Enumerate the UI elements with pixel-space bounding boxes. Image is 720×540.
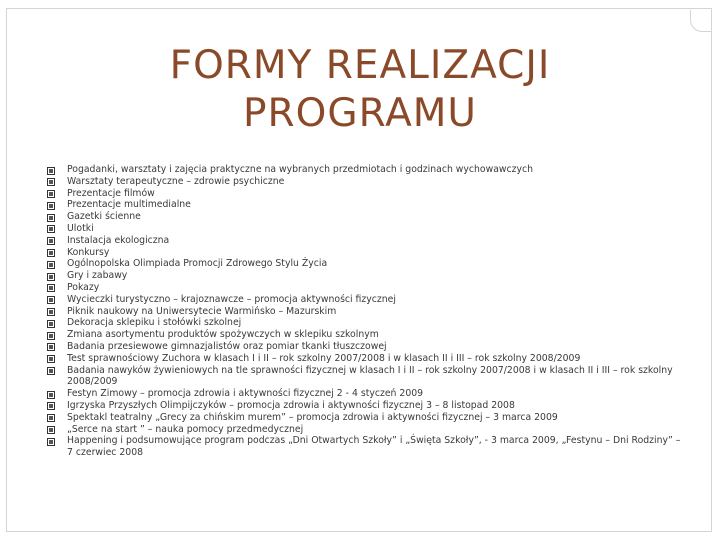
checkbox-bullet-icon [47,190,55,198]
checkbox-bullet-icon [47,284,55,292]
list-item [44,435,684,459]
list-item [44,306,684,318]
corner-decoration [690,10,712,32]
page-title [0,42,720,138]
list-item-text: Happening i podsumowujące program podczas „Dni Otwartych Szkoły” i „Święta Szkoły”, - 3 marca 2009, „Festynu – Dni Rodziny” – 7 czerwiec 2008 [67,435,681,459]
checkbox-bullet-icon [47,414,55,422]
list-item [44,317,684,329]
checkbox-bullet-icon [47,343,55,351]
checkbox-bullet-icon [47,367,55,375]
list-item-text: Wycieczki turystyczno – krajoznawcze – promocja aktywności fizycznej [67,293,396,305]
list-item-text: Gry i zabawy [67,270,128,282]
list-item-text: Instalacja ekologiczna [67,234,170,246]
list-item-text: Pokazy [67,281,100,293]
list-item-text: Igrzyska Przyszłych Olimpijczyków – promocja zdrowia i aktywności fizycznej 3 – 8 listopad 2008 [67,399,515,411]
list-item-text: Ogólnopolska Olimpiada Promocji Zdrowego Stylu Życia [67,258,328,270]
list-item-text: Ulotki [67,222,94,234]
list-item-text: Prezentacje multimedialne [67,199,191,211]
bullet-list [44,164,684,459]
list-item-text: Festyn Zimowy – promocja zdrowia i aktywności fizycznej 2 - 4 styczeń 2009 [67,388,424,400]
checkbox-bullet-icon [47,261,55,269]
checkbox-bullet-icon [47,273,55,281]
list-item-text: Piknik naukowy na Uniwersytecie Warmińsko – Mazurskim [67,305,337,317]
list-item [44,424,684,436]
list-item [44,294,684,306]
title-line-1: FORMY REALIZACJI [169,43,551,88]
list-item [44,223,684,235]
checkbox-bullet-icon [47,391,55,399]
list-item-text: Badania przesiewowe gimnazjalistów oraz pomiar tkanki tłuszczowej [67,340,387,352]
list-item-text: Badania nawyków żywieniowych na tle sprawności fizycznej w klasach I i II – rok szkolny 2007/2008 i w klasach II i III – rok szkolny 2008/2009 [67,364,673,388]
list-item [44,388,684,400]
title-line-2: PROGRAMU [243,91,477,136]
list-item [44,282,684,294]
list-item [44,341,684,353]
list-item-text: Dekoracja sklepiku i stołówki szkolnej [67,317,242,329]
list-item-text: Test sprawnościowy Zuchora w klasach I i II – rok szkolny 2007/2008 i w klasach II i III – rok szkolny 2008/2009 [67,352,581,364]
checkbox-bullet-icon [47,296,55,304]
checkbox-bullet-icon [47,167,55,175]
list-item-text: Konkursy [67,246,110,258]
list-item-text: Gazetki ścienne [67,211,141,223]
checkbox-bullet-icon [47,426,55,434]
list-item [44,188,684,200]
list-item-text: Prezentacje filmów [67,187,155,199]
list-item-text: Warsztaty terapeutyczne – zdrowie psychiczne [67,175,285,187]
list-item-text: Pogadanki, warsztaty i zajęcia praktyczne na wybranych przedmiotach i godzinach wychowawczych [67,164,534,175]
checkbox-bullet-icon [47,355,55,363]
list-item [44,365,684,389]
list-item [44,164,684,176]
checkbox-bullet-icon [47,438,55,446]
checkbox-bullet-icon [47,402,55,410]
list-item [44,211,684,223]
checkbox-bullet-icon [47,237,55,245]
list-item [44,176,684,188]
checkbox-bullet-icon [47,320,55,328]
content-area [44,164,684,459]
list-item [44,235,684,247]
list-item [44,412,684,424]
checkbox-bullet-icon [47,202,55,210]
checkbox-bullet-icon [47,249,55,257]
list-item [44,329,684,341]
list-item-text: Spektakl teatralny „Grecy za chińskim murem” – promocja zdrowia i aktywności fizycznej – 3 marca 2009 [67,411,558,423]
list-item [44,270,684,282]
list-item [44,400,684,412]
list-item-text: „Serce na start ” – nauka pomocy przedmedycznej [67,423,304,435]
list-item-text: Zmiana asortymentu produktów spożywczych w sklepiku szkolnym [67,329,379,341]
checkbox-bullet-icon [47,214,55,222]
list-item [44,353,684,365]
checkbox-bullet-icon [47,308,55,316]
checkbox-bullet-icon [47,178,55,186]
list-item [44,199,684,211]
list-item [44,258,684,270]
list-item [44,247,684,259]
checkbox-bullet-icon [47,225,55,233]
checkbox-bullet-icon [47,332,55,340]
